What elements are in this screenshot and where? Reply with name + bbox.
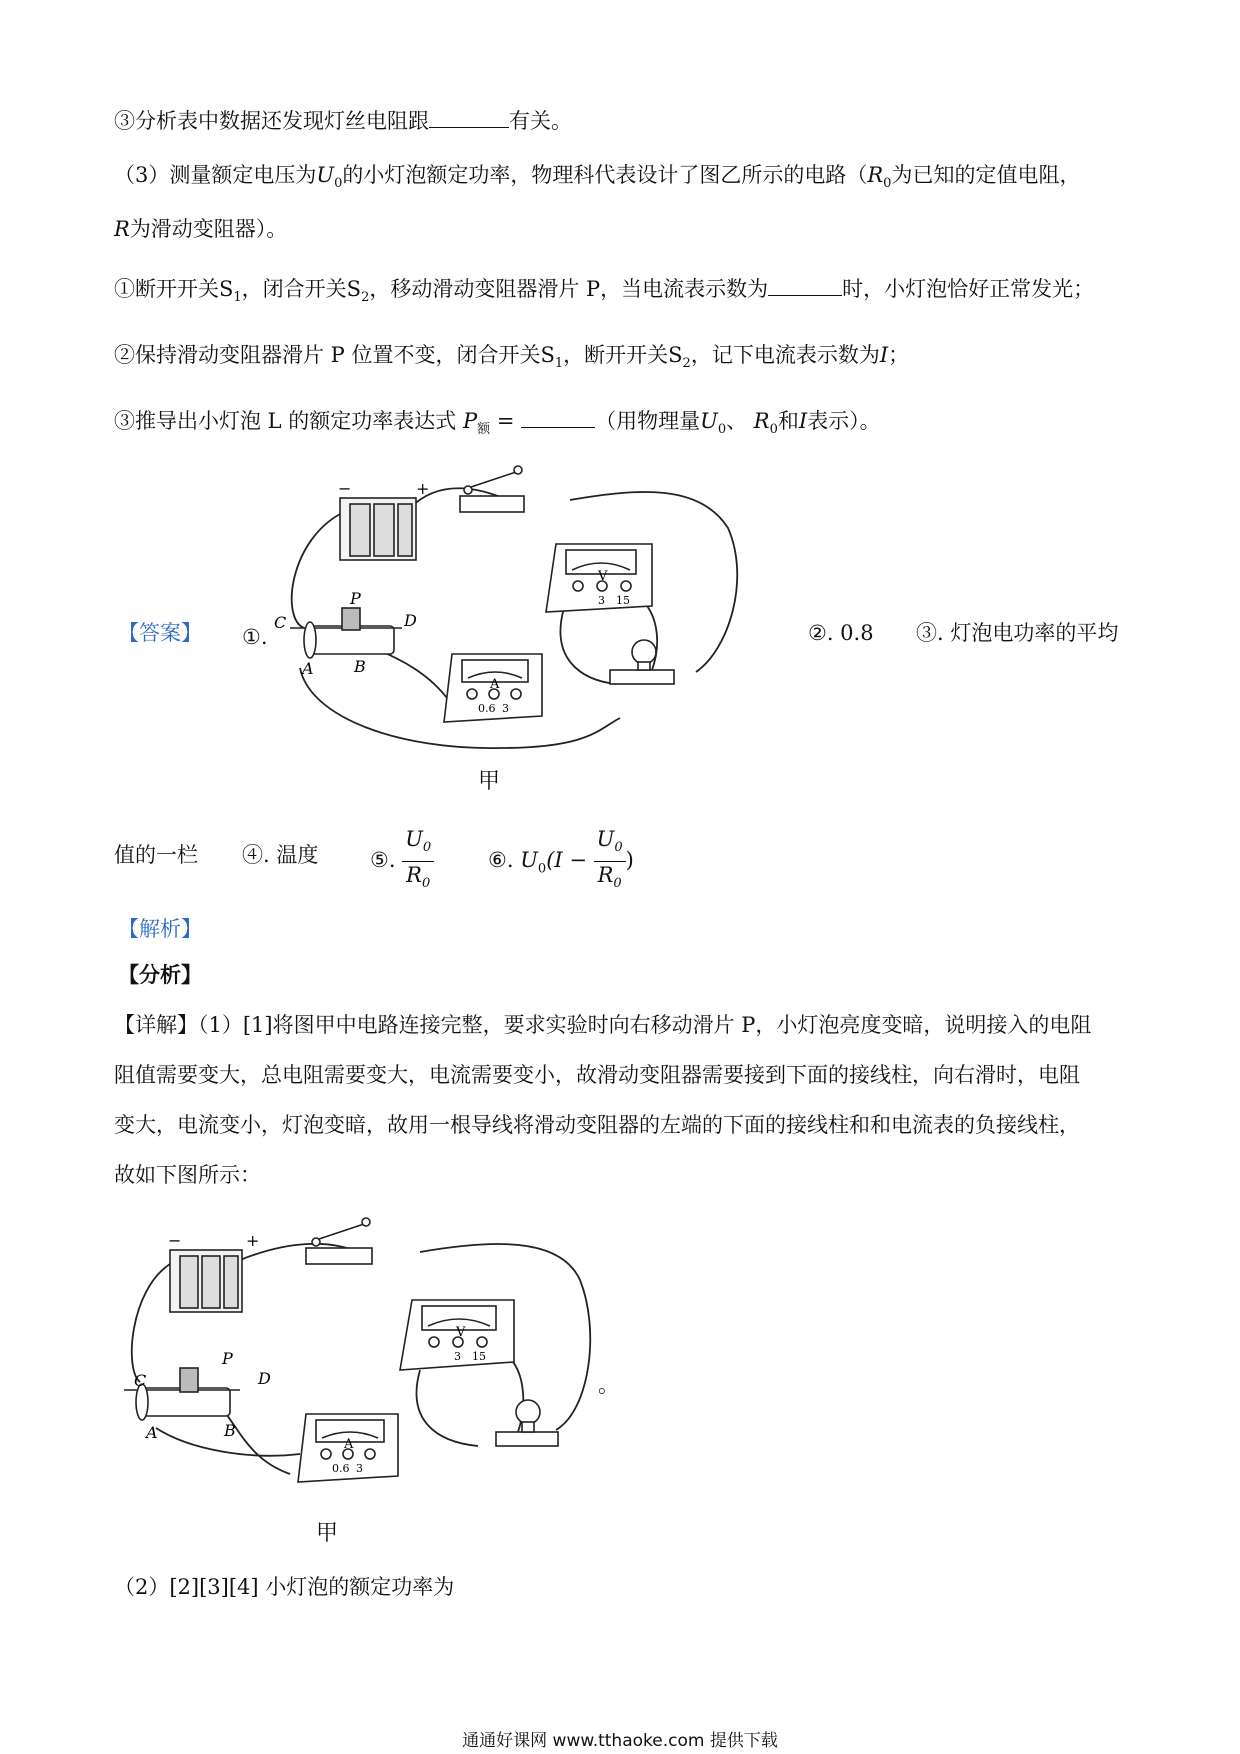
rheostat-d-label: D (258, 1369, 271, 1388)
battery-icon (170, 1250, 242, 1312)
answer-5: ⑤. $\frac{U_0}{R_0}$ (370, 826, 434, 897)
rheostat-p-label: P (350, 589, 361, 608)
rheostat-c-label: C (134, 1371, 147, 1390)
answer-6: ⑥. $U_0(I$ − $\frac{U_0}{R_0}$ ) (488, 827, 634, 892)
voltmeter-label: V (456, 1325, 466, 1340)
rheostat-b-label: B (224, 1421, 236, 1440)
circuit-diagram-1 (274, 458, 760, 758)
figure-caption-2: 甲 (316, 1521, 339, 1546)
voltmeter-15-label: 15 (616, 594, 630, 607)
answer-blank (429, 107, 509, 128)
voltmeter-15-label: 15 (472, 1350, 486, 1363)
rheostat-a-label: A (146, 1423, 158, 1442)
wire (220, 1406, 290, 1474)
footer: 通通好课网 www.tthaoke.com 提供下载 (462, 1731, 778, 1751)
part2-line: （2）[2][3][4] 小灯泡的额定功率为 (114, 1575, 455, 1599)
switch-icon (306, 1218, 372, 1264)
battery-plus-label: + (246, 1231, 260, 1250)
answer-label: 【答案】 (118, 621, 202, 645)
battery-plus-label: + (416, 479, 430, 498)
ammeter-06-label: 0.6 (332, 1462, 350, 1475)
part3-intro: （3）测量额定电压为$U_0$的小灯泡额定功率，物理科代表设计了图乙所示的电路（$R_0$为已知的定值电阻， (114, 163, 1081, 192)
ammeter-3-label: 3 (356, 1462, 363, 1475)
answer-blank (521, 407, 595, 428)
circuit-diagram-2 (130, 1210, 610, 1510)
wire (132, 1264, 170, 1382)
answer-4: ④. 温度 (242, 843, 319, 867)
wire (292, 512, 344, 628)
part3-intro-cont: R为滑动变阻器）。 (114, 217, 288, 241)
voltmeter-label: V (598, 569, 608, 584)
rheostat-p-label: P (222, 1349, 233, 1368)
figure-caption-1: 甲 (478, 769, 501, 794)
detail-line-4: 故如下图所示： (114, 1163, 261, 1187)
switch-icon (460, 466, 524, 512)
analysis-label: 【解析】 (118, 917, 202, 941)
rheostat-a-label: A (302, 659, 314, 678)
wire (560, 608, 616, 684)
step-2: ②保持滑动变阻器滑片 P 位置不变，闭合开关$S_1$，断开开关$S_2$，记下电流表示数为I； (114, 343, 910, 372)
period: 。 (598, 1373, 619, 1397)
answer-3: ③. 灯泡电功率的平均 (916, 621, 1119, 645)
ammeter-06-label: 0.6 (478, 702, 496, 715)
battery-minus-label: − (338, 479, 352, 498)
ammeter-label: A (490, 677, 500, 692)
voltmeter-3-label: 3 (454, 1350, 461, 1363)
fenxi-label: 【分析】 (118, 962, 202, 987)
battery-minus-label: − (168, 1231, 182, 1250)
answer-blank (768, 275, 842, 296)
detail-line-1: 【详解】（1）[1]将图甲中电路连接完整，要求实验时向右移动滑片 P，小灯泡亮度变暗，说明接入的电阻 (114, 1013, 1092, 1037)
bulb-icon (496, 1400, 558, 1446)
ammeter-label: A (344, 1437, 354, 1452)
step-3: ③推导出小灯泡 L 的额定功率表达式 $P_额$ = （用物理量$U_0$、 $R_0$和I表示）。 (114, 409, 881, 438)
detail-line-2: 阻值需要变大，总电阻需要变大，电流需要变小，故滑动变阻器需要接到下面的接线柱，向右滑时，电阻 (114, 1063, 1080, 1087)
battery-icon (340, 498, 416, 560)
voltmeter-3-label: 3 (598, 594, 605, 607)
answer-2: ②. 0.8 (808, 621, 874, 645)
q3-note: ③分析表中数据还发现灯丝电阻跟 有关。 (114, 109, 572, 133)
answer-1: ①. (242, 625, 268, 649)
ammeter-3-label: 3 (502, 702, 509, 715)
wire (417, 1370, 478, 1446)
detail-line-3: 变大，电流变小，灯泡变暗，故用一根导线将滑动变阻器的左端的下面的接线柱和和电流表的负接线柱， (114, 1113, 1080, 1137)
bulb-icon (610, 640, 674, 684)
rheostat-icon (290, 608, 402, 658)
rheostat-b-label: B (354, 657, 366, 676)
answer-3-cont: 值的一栏 (114, 843, 198, 867)
step-1: ①断开开关$S_1$，闭合开关$S_2$，移动滑动变阻器滑片 P，当电流表示数为 时，小灯泡恰好正常发光； (114, 277, 1095, 306)
rheostat-c-label: C (274, 613, 287, 632)
rheostat-d-label: D (404, 611, 417, 630)
